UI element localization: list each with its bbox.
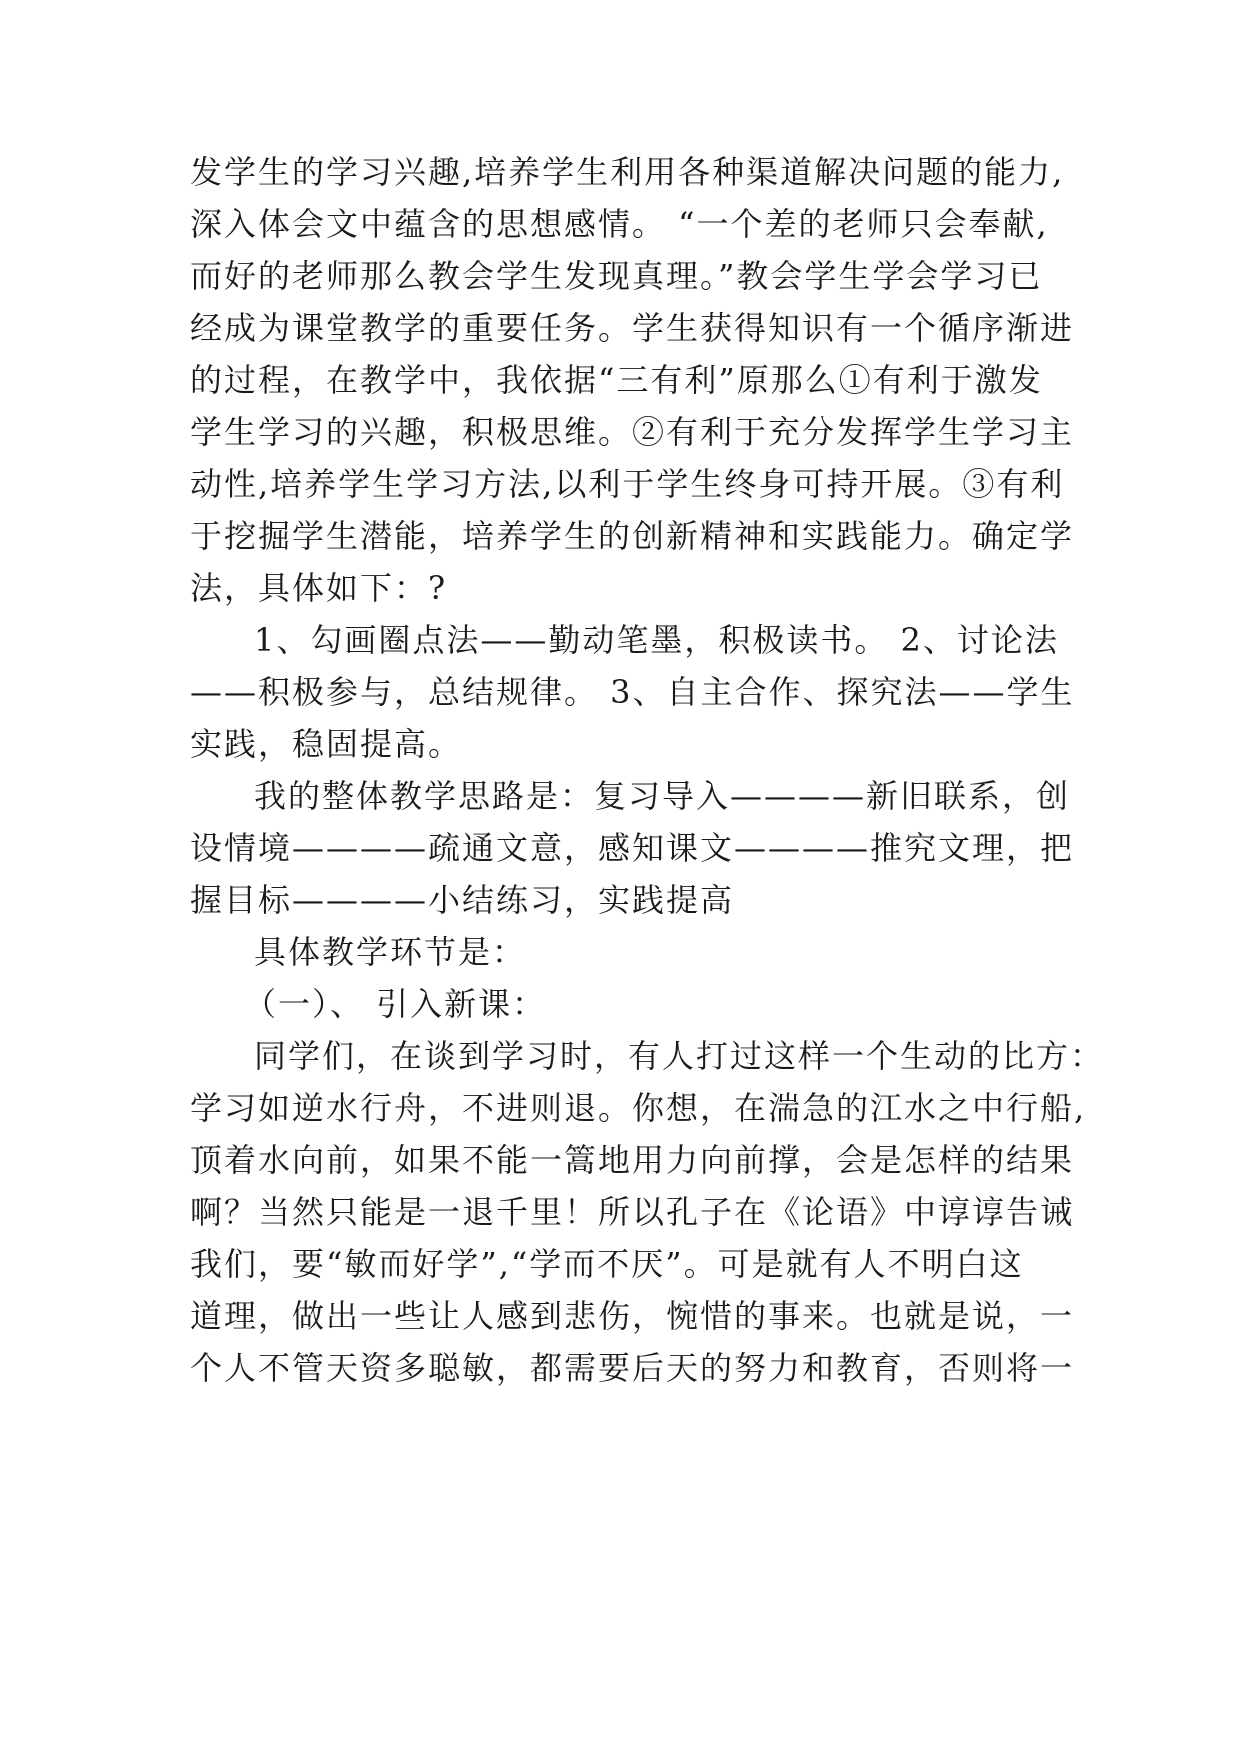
text-line: 道理，做出一些让人感到悲伤，惋惜的事来。也就是说，一 xyxy=(190,1297,1075,1335)
text-line: 动性,培养学生学习方法,以利于学生终身可持开展。③有利 xyxy=(190,465,1065,503)
text-line: 学生学习的兴趣，积极思维。②有利于充分发挥学生学习主 xyxy=(190,413,1075,451)
text-line: 啊？当然只能是一退千里！所以孔子在《论语》中谆谆告诫 xyxy=(190,1193,1075,1231)
text-line: 深入体会文中蕴含的思想感情。 “一个差的老师只会奉献, xyxy=(190,205,1049,243)
text-line: 具体教学环节是： xyxy=(254,933,527,971)
text-line: 同学们，在谈到学习时，有人打过这样一个生动的比方： xyxy=(254,1037,1105,1075)
text-line: ——积极参与，总结规律。 3、自主合作、探究法——学生 xyxy=(190,673,1075,711)
text-line: 我们，要“敏而好学”,“学而不厌”。可是就有人不明白这 xyxy=(190,1245,1024,1283)
text-line: 发学生的学习兴趣,培养学生利用各种渠道解决问题的能力, xyxy=(190,153,1065,191)
text-line: 顶着水向前，如果不能一篙地用力向前撑，会是怎样的结果 xyxy=(190,1141,1075,1179)
text-line: 我的整体教学思路是：复习导入————新旧联系，创 xyxy=(254,777,1071,815)
section-heading: （一）、 引入新课： xyxy=(244,985,547,1023)
text-line: 学习如逆水行舟，不进则退。你想，在湍急的江水之中行船, xyxy=(190,1089,1087,1127)
text-line: 法，具体如下：? xyxy=(190,569,448,607)
text-line: 的过程，在教学中，我依据“三有利”原那么①有利于激发 xyxy=(190,361,1043,399)
text-line: 实践，稳固提高。 xyxy=(190,725,463,763)
text-line: 而好的老师那么教会学生发现真理。”教会学生学会学习已 xyxy=(190,257,1043,295)
text-line: 握目标————小结练习，实践提高 xyxy=(190,881,735,919)
text-line: 经成为课堂教学的重要任务。学生获得知识有一个循序渐进 xyxy=(190,309,1075,347)
text-line: 个人不管天资多聪敏，都需要后天的努力和教育，否则将一 xyxy=(190,1349,1075,1387)
text-line: 设情境————疏通文意，感知课文————推究文理，把 xyxy=(190,829,1075,867)
text-line: 1、勾画圈点法——勤动笔墨，积极读书。 2、讨论法 xyxy=(254,621,1059,659)
text-line: 于挖掘学生潜能，培养学生的创新精神和实践能力。确定学 xyxy=(190,517,1075,555)
